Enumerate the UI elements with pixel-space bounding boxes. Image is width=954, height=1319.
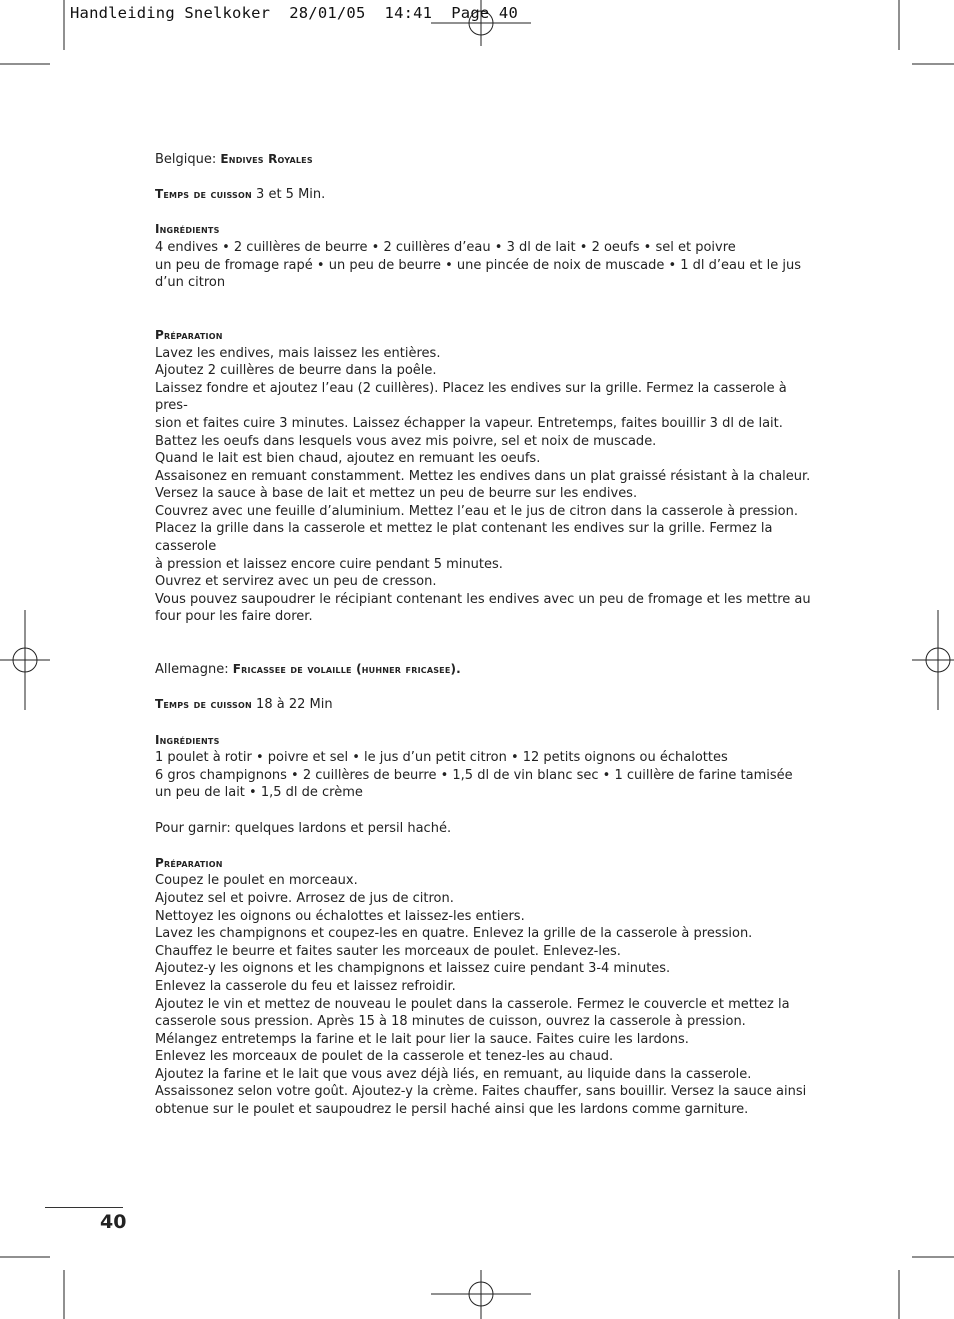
recipe2-country: Allemagne: xyxy=(155,662,229,678)
recipe1-ingredients-line: un peu de fromage rapé • un peu de beurre • une pincée de noix de muscade • 1 dl d’eau et le jus xyxy=(155,257,801,273)
recipe2-preparation-line: Ajoutez le vin et mettez de nouveau le poulet dans la casserole. Fermez le couvercle et mettez la xyxy=(155,996,790,1012)
recipe2-ingredients-line: 1 poulet à rotir • poivre et sel • le jus d’un petit citron • 12 petits oignons ou échalottes xyxy=(155,750,728,766)
recipe1-country: Belgique: xyxy=(155,152,217,167)
page-content xyxy=(155,151,815,1119)
recipe2-preparation-line: Enlevez la casserole du feu et laissez refroidir. xyxy=(155,978,456,994)
recipe2-ingredients-label: Ingrédients xyxy=(155,732,220,747)
recipe2-garnish: Pour garnir: quelques lardons et persil haché. xyxy=(155,820,452,836)
recipe1-preparation-line: Couvrez avec une feuille d’aluminium. Mettez l’eau et le jus de citron dans la casserole à pression. xyxy=(155,503,798,519)
recipe1-preparation-label: Préparation xyxy=(155,327,223,342)
recipe1-preparation-line: Laissez fondre et ajoutez l’eau (2 cuillères). Placez les endives sur la grille. Fermez la casserole à pres- xyxy=(155,380,787,414)
recipe1-preparation-line: à pression et laissez encore cuire pendant 5 minutes. xyxy=(155,556,503,572)
recipe1-preparation-line: Versez la sauce à base de lait et mettez un peu de beurre sur les endives. xyxy=(155,486,638,502)
recipe1-time-value: 3 et 5 Min. xyxy=(256,187,326,203)
recipe2-preparation-line: Coupez le poulet en morceaux. xyxy=(155,873,358,889)
recipe1-title: Endives Royales xyxy=(220,152,313,166)
recipe2-preparation-line: Lavez les champignons et coupez-les en quatre. Enlevez la grille de la casserole à pression. xyxy=(155,926,753,942)
recipe1-preparation-line: sion et faites cuire 3 minutes. Laissez échapper la vapeur. Entretemps, faites bouillir 3 dl de lait. xyxy=(155,415,783,431)
recipe1-heading xyxy=(155,151,815,169)
recipe2-preparation-line: Nettoyez les oignons ou échalottes et laissez-les entiers. xyxy=(155,908,525,924)
registration-mark-left xyxy=(0,610,50,710)
recipe2-heading xyxy=(155,661,815,679)
recipe2-preparation-line: Ajoutez la farine et le lait que vous avez déjà liés, en remuant, au liquide dans la casserole. xyxy=(155,1066,752,1082)
recipe2-preparation-line: Mélangez entretemps la farine et le lait pour lier la sauce. Faites cuire les lardons. xyxy=(155,1031,689,1047)
recipe2-title: Fricassee de volaille (huhner fricasee). xyxy=(232,662,461,677)
recipe2-preparation-line: obtenue sur le poulet et saupoudrez le persil haché ainsi que les lardons comme garniture. xyxy=(155,1102,749,1118)
recipe1-ingredients-line: d’un citron xyxy=(155,275,226,291)
page-number-rule xyxy=(45,1207,123,1208)
recipe2-preparation-line: casserole sous pression. Après 15 à 18 minutes de cuisson, ouvrez la casserole à pression. xyxy=(155,1014,746,1030)
recipe2-time-label: Temps de cuisson xyxy=(155,697,252,712)
recipe1-ingredients-label: Ingrédients xyxy=(155,222,220,237)
recipe2-preparation-line: Ajoutez-y les oignons et les champignons et laissez cuire pendant 3-4 minutes. xyxy=(155,961,671,977)
recipe1-preparation-line: four pour les faire dorer. xyxy=(155,609,313,625)
recipe1-time-label: Temps de cuisson xyxy=(155,187,252,202)
recipe1-preparation-line: Vous pouvez saupoudrer le récipiant contenant les endives avec un peu de fromage et les mettre au xyxy=(155,591,811,607)
recipe1-ingredients-line: 4 endives • 2 cuillères de beurre • 2 cuillères d’eau • 3 dl de lait • 2 oeufs • sel et poivre xyxy=(155,239,736,255)
recipe1-preparation-line: Ouvrez et servirez avec un peu de cresson. xyxy=(155,574,437,590)
recipe2-preparation-line: Ajoutez sel et poivre. Arrosez de jus de citron. xyxy=(155,890,454,906)
recipe2-time xyxy=(155,696,815,714)
recipe2-ingredients-line: un peu de lait • 1,5 dl de crème xyxy=(155,785,363,801)
recipe2-preparation-line: Assaissonez selon votre goût. Ajoutez-y la crème. Faites chauffer, sans bouillir. Versez la sauce ainsi xyxy=(155,1084,807,1100)
registration-mark-bottom xyxy=(431,1270,531,1319)
recipe2-time-value: 18 à 22 Min xyxy=(256,697,333,713)
recipe1-preparation-line: Ajoutez 2 cuillères de beurre dans la poêle. xyxy=(155,363,437,379)
recipe2-preparation-line: Chauffez le beurre et faites sauter les morceaux de poulet. Enlevez-les. xyxy=(155,943,621,959)
recipe2-preparation-line: Enlevez les morceaux de poulet de la casserole et tenez-les au chaud. xyxy=(155,1049,614,1065)
recipe1-time xyxy=(155,186,815,204)
recipe1-preparation-line: Battez les oeufs dans lesquels vous avez mis poivre, sel et noix de muscade. xyxy=(155,433,657,449)
recipe1-preparation-line: Assaisonez en remuant constamment. Mettez les endives dans un plat graissé résistant à la chaleur. xyxy=(155,468,811,484)
recipe1-preparation-line: Lavez les endives, mais laissez les entières. xyxy=(155,345,441,361)
print-slug-header: Handleiding Snelkoker 28/01/05 14:41 Page 40 xyxy=(70,4,518,22)
recipe1-preparation-line: Placez la grille dans la casserole et mettez le plat contenant les endives sur la grille. Fermez la casserole xyxy=(155,521,773,555)
recipe2-ingredients-line: 6 gros champignons • 2 cuillères de beurre • 1,5 dl de vin blanc sec • 1 cuillère de farine tamisée xyxy=(155,767,793,783)
recipe1-preparation-line: Quand le lait est bien chaud, ajoutez en remuant les oeufs. xyxy=(155,451,541,467)
registration-mark-right xyxy=(912,610,954,710)
page-number: 40 xyxy=(100,1211,127,1233)
recipe2-preparation-label: Préparation xyxy=(155,855,223,870)
